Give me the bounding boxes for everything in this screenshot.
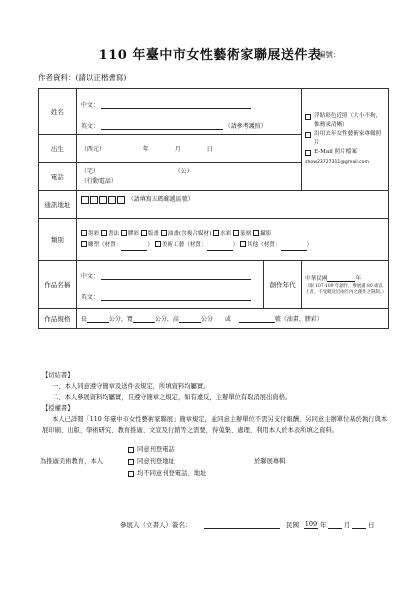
photo-option-3[interactable]: E-Mail 照片檔案 (305, 148, 385, 157)
statements-section (42, 370, 392, 436)
name-english-field[interactable] (101, 129, 223, 130)
title-row (0, 44, 420, 63)
name-label: 姓名 (39, 89, 77, 135)
postal-digit-box[interactable] (90, 196, 98, 204)
phone-cell[interactable]: （宅） （公） （行動電話） (76, 163, 301, 191)
works-cell (76, 261, 263, 309)
category-option-watercolor[interactable]: 水彩 (213, 231, 231, 237)
creation-year-cell[interactable]: 中華民國 年 （限 107-109 年創作，參展滿 80 歲以上者，不受競送近兩年內之創作之限制。） (302, 261, 389, 309)
passport-note: （請參考護照） (224, 123, 267, 130)
category-row-1 (81, 229, 384, 240)
option-intro: 為推廣美術教育，本人 (40, 458, 103, 465)
email-address: show23727311@gmail.com (305, 160, 369, 165)
signature-year: 年 (320, 521, 327, 529)
birth-cell[interactable]: （西元） 年 月 日 (76, 135, 301, 163)
category-option-oil[interactable]: 油畫(含複合媒材) (161, 231, 212, 237)
category-label: 類別 (39, 219, 77, 261)
checkbox-icon[interactable] (305, 132, 311, 138)
creation-year-label: 創作年代 (264, 261, 302, 309)
signature-label: 參展人（立書人）簽名： (120, 521, 192, 529)
spec-cell[interactable]: 長 公分，寬 公分，高 公分 或 號（油畫、膠彩） (76, 309, 388, 329)
signature-day: 日 (368, 521, 375, 529)
address-label: 通訊地址 (39, 191, 77, 219)
signature-month-field[interactable] (328, 520, 342, 529)
category-option-glue[interactable]: 膠彩 (121, 231, 139, 237)
category-option-calligraphy[interactable]: 書法 (101, 231, 119, 237)
signature-year-value[interactable]: 109 (304, 520, 318, 528)
name-cell (76, 89, 301, 135)
signature-roc: 民國 (286, 521, 299, 529)
category-option-seal[interactable]: 篆刻 (233, 231, 251, 237)
name-chinese-field[interactable] (101, 108, 251, 109)
option-suffix: 於聯展專輯 (254, 458, 286, 465)
checkbox-icon[interactable] (253, 230, 259, 236)
signature-field[interactable] (204, 520, 280, 529)
category-option-other[interactable]: 其他（材質： ） (240, 242, 312, 248)
checkbox-icon[interactable] (141, 230, 147, 236)
license-text: 本人已詳閱「110 年臺中市女性藝術家聯展」簡章規定，並同意主辦單位不需另支付報酬，另同意主辦單位基於執行與本展印刷、出版、學術研究、教育推廣、文宣及行銷等之需要，得蒐集、處理、利用本人於本表所填之資料。 (42, 416, 388, 434)
signature-month: 月 (344, 521, 351, 529)
name-english-label: 英文： (80, 123, 99, 130)
postal-digit-box[interactable] (108, 196, 116, 204)
works-english-field[interactable] (101, 300, 251, 301)
form-title: 110 年臺中市女性藝術家聯展送件表 (98, 48, 322, 63)
spec-label: 作品規格 (39, 309, 77, 329)
works-english-label: 英文： (80, 294, 99, 301)
affidavit-item-2: 二、本人參展資料均屬實，且遵守簡章之規定，如有違反，主辦單位有取消展出資格。 (52, 394, 292, 401)
option-publish-address[interactable]: 同意刊登地址 (128, 456, 175, 465)
checkbox-icon[interactable] (213, 230, 219, 236)
affidavit-heading: 【切結書】 (42, 372, 74, 379)
category-option-craft[interactable]: 美術工藝（材質： ） (155, 242, 238, 248)
works-chinese-field[interactable] (101, 279, 251, 280)
birth-label: 出生 (39, 135, 77, 163)
signature-day-field[interactable] (352, 520, 366, 529)
works-chinese-label: 中文： (80, 273, 99, 280)
checkbox-icon[interactable] (305, 114, 311, 120)
category-option-sculpture[interactable]: 雕塑（材質： ） (81, 242, 153, 248)
phone-label: 電話 (39, 163, 77, 191)
checkbox-icon[interactable] (81, 241, 87, 247)
author-info-label: 作者資料：(請以正楷書寫) (38, 73, 127, 82)
checkbox-icon[interactable] (305, 150, 311, 156)
category-option-photo[interactable]: 攝影 (253, 231, 271, 237)
checkbox-icon[interactable] (128, 459, 134, 465)
photo-option-1[interactable]: 浮貼彩色近照（大小不拘，惟務求清晰） (305, 112, 385, 130)
serial-number-label: 編號： (318, 50, 341, 59)
checkbox-icon[interactable] (240, 241, 246, 247)
category-option-ink[interactable]: 墨彩 (81, 231, 99, 237)
category-cell (76, 219, 388, 261)
checkbox-icon[interactable] (128, 471, 134, 477)
category-option-print[interactable]: 版畫 (141, 231, 159, 237)
works-label: 作品名稱 (39, 261, 77, 309)
postal-note: （請填寫五碼郵遞區號） (127, 196, 194, 203)
checkbox-icon[interactable] (81, 230, 87, 236)
checkbox-icon[interactable] (101, 230, 107, 236)
checkbox-icon[interactable] (128, 447, 134, 453)
category-row-2 (81, 240, 384, 251)
option-publish-phone[interactable]: 同意刊登電話 (128, 444, 175, 453)
creation-year-note: （限 107-109 年創作，參展滿 80 歲以上者，不受競送近兩年內之創作之限制。） (305, 283, 387, 295)
affidavit-item-1: 一、本人同意遵守簡章及送件表規定，所填資料均屬實。 (52, 383, 210, 390)
photo-options-cell (302, 89, 389, 191)
postal-digit-box[interactable] (99, 196, 107, 204)
option-publish-none[interactable]: 均不同意刊登電話、地址 (128, 468, 206, 477)
checkbox-icon[interactable] (161, 230, 167, 236)
address-cell[interactable] (76, 191, 388, 219)
photo-option-2[interactable]: 沿用去年女性藝術家專輯照片 (305, 130, 385, 148)
checkbox-icon[interactable] (121, 230, 127, 236)
checkbox-icon[interactable] (233, 230, 239, 236)
license-heading: 【授權書】 (42, 405, 74, 412)
postal-digit-box[interactable] (81, 196, 89, 204)
postal-digit-box[interactable] (117, 196, 125, 204)
checkbox-icon[interactable] (155, 241, 161, 247)
name-chinese-label: 中文： (80, 102, 99, 109)
submission-form-table (38, 88, 389, 329)
